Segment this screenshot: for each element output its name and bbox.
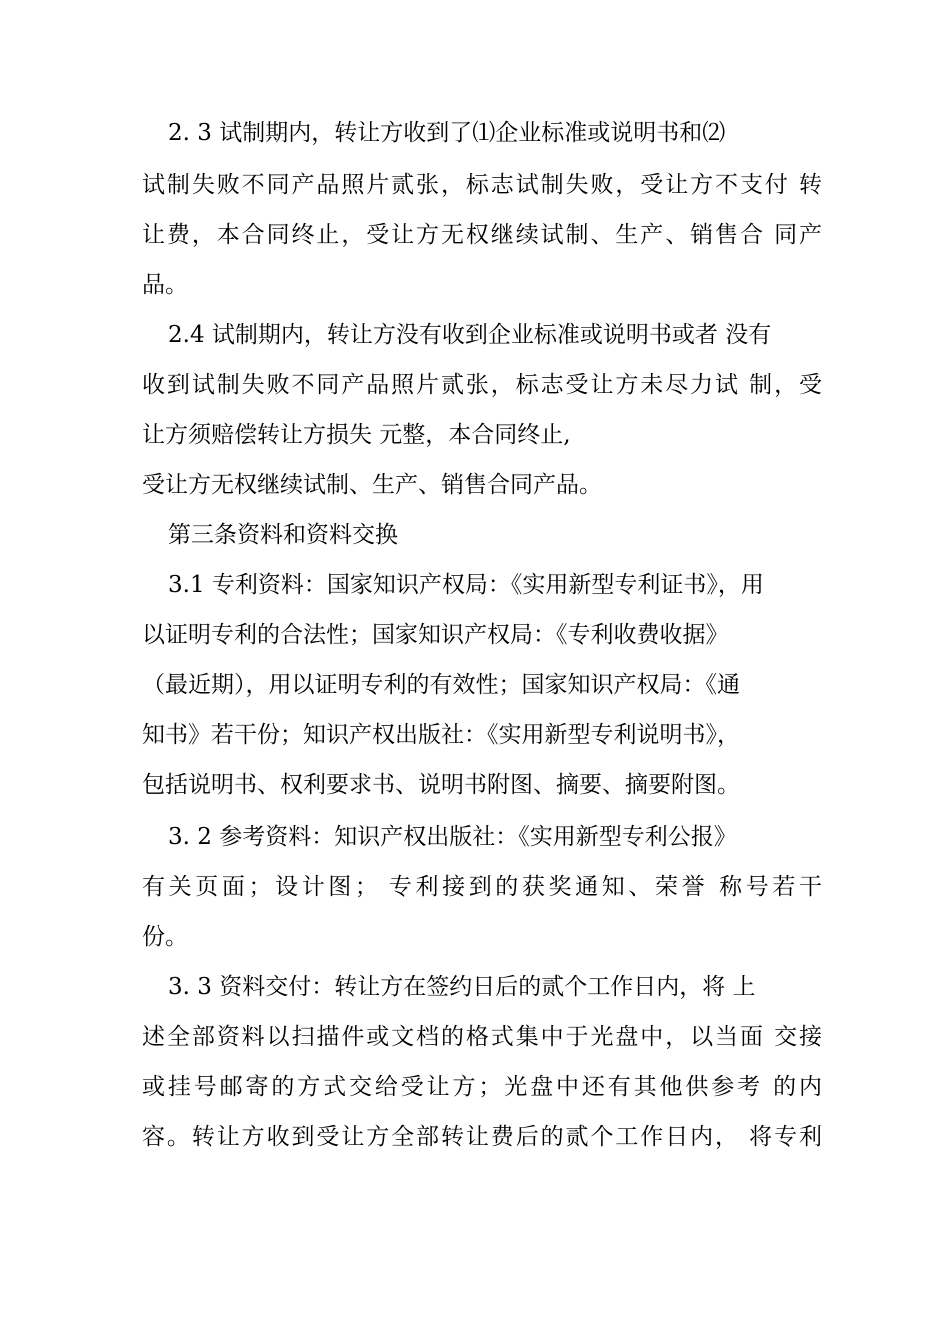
text-line: （最近期），用以证明专利的有效性；国家知识产权局：《通 — [142, 672, 740, 698]
text-line: 收到试制失败不同产品照片贰张，标志受让方未尽力试 制，受 — [142, 372, 822, 398]
text-line: 3. 2 参考资料：知识产权出版社：《实用新型专利公报》 — [168, 824, 737, 850]
text-line: 试制失败不同产品照片贰张，标志试制失败，受让方不支付 转 — [142, 172, 822, 198]
text-line: 2. 3 试制期内，转让方收到了⑴企业标准或说明书和⑵ — [168, 120, 726, 146]
text-line: 3. 3 资料交付：转让方在签约日后的贰个工作日内，将 上 — [168, 974, 756, 1000]
text-line: 2.4 试制期内，转让方没有收到企业标准或说明书或者 没有 — [168, 322, 772, 348]
text-line: 3.1 专利资料：国家知识产权局：《实用新型专利证书》，用 — [168, 572, 764, 598]
text-line: 让方须赔偿转让方损失 元整，本合同终止, — [142, 422, 571, 448]
text-line: 包括说明书、权利要求书、说明书附图、摘要、摘要附图。 — [142, 772, 740, 798]
text-line: 或挂号邮寄的方式交给受让方；光盘中还有其他供参考 的内 — [142, 1074, 822, 1100]
text-line: 知书》若干份；知识产权出版社：《实用新型专利说明书》， — [142, 722, 740, 748]
text-line: 品。 — [142, 272, 188, 298]
text-line: 受让方无权继续试制、生产、销售合同产品。 — [142, 472, 602, 498]
text-line: 述全部资料以扫描件或文档的格式集中于光盘中，以当面 交接 — [142, 1024, 822, 1050]
text-line: 有关页面；设计图； 专利接到的获奖通知、荣誉 称号若干 — [142, 874, 822, 900]
text-line: 让费，本合同终止，受让方无权继续试制、生产、销售合 同产 — [142, 222, 822, 248]
text-line: 容。转让方收到受让方全部转让费后的贰个工作日内， 将专利 — [142, 1124, 822, 1150]
text-line: 以证明专利的合法性；国家知识产权局：《专利收费收据》 — [142, 622, 729, 648]
section-heading: 第三条资料和资料交换 — [168, 522, 398, 548]
text-line: 份。 — [142, 924, 188, 950]
